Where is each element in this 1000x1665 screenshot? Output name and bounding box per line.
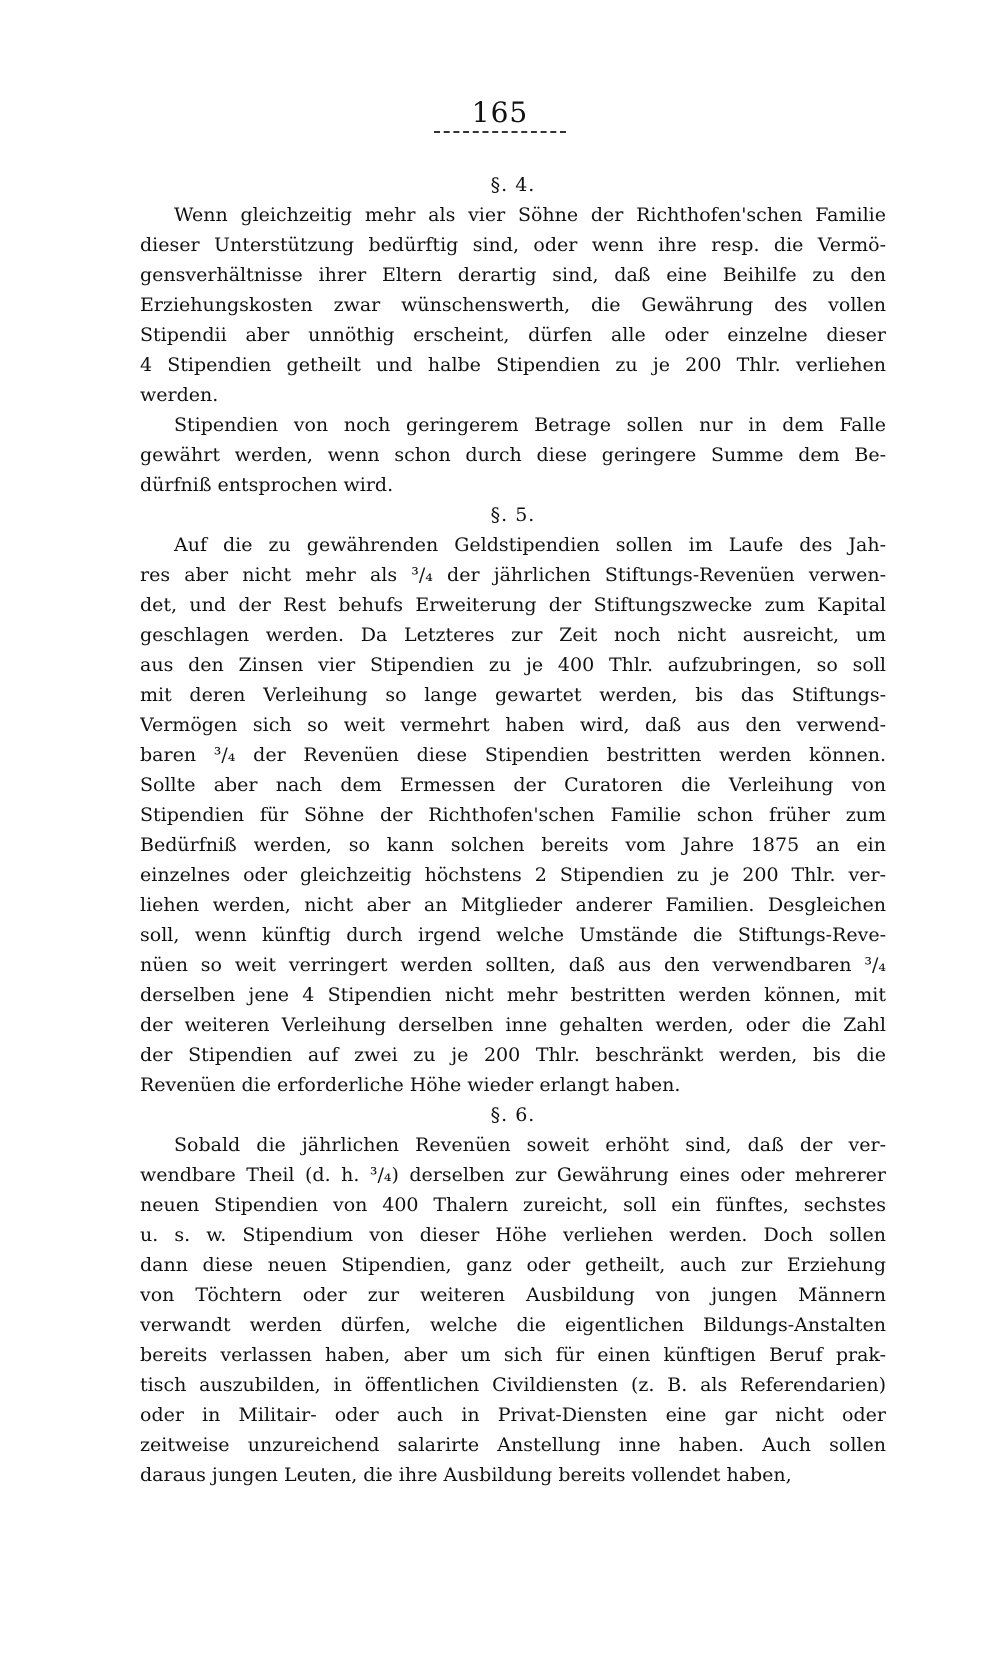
text-line: gensverhältnisse ihrer Eltern derartig sind, daß eine Beihilfe zu den: [140, 264, 886, 286]
text-line: wendbare Theil (d. h. ³/₄) derselben zur Gewährung eines oder mehrerer: [140, 1164, 886, 1186]
text-line: dann diese neuen Stipendien, ganz oder getheilt, auch zur Erziehung: [140, 1254, 886, 1276]
text-line: Sollte aber nach dem Ermessen der Curatoren die Verleihung von: [140, 774, 886, 796]
text-line: der Stipendien auf zwei zu je 200 Thlr. beschränkt werden, bis die: [140, 1044, 886, 1066]
text-line: res aber nicht mehr als ³/₄ der jährlichen Stiftungs-Revenüen verwen-: [140, 564, 886, 586]
page-header: [0, 96, 1000, 133]
text-line: u. s. w. Stipendium von dieser Höhe verliehen werden. Doch sollen: [140, 1224, 886, 1246]
text-line: der weiteren Verleihung derselben inne gehalten werden, oder die Zahl: [140, 1014, 886, 1036]
section: [140, 1100, 886, 1490]
page-number: 165: [471, 96, 529, 129]
text-line: Vermögen sich so weit vermehrt haben wird, daß aus den verwend-: [140, 714, 886, 736]
text-line: det, und der Rest behufs Erweiterung der Stiftungszwecke zum Kapital: [140, 594, 886, 616]
text-line: werden.: [140, 384, 219, 406]
text-line: nüen so weit verringert werden sollten, daß aus den verwendbaren ³/₄: [140, 954, 886, 976]
section-heading: §. 6.: [490, 1104, 536, 1126]
text-line: gewährt werden, wenn schon durch diese geringere Summe dem Be-: [140, 444, 886, 466]
text-line: daraus jungen Leuten, die ihre Ausbildung bereits vollendet haben,: [140, 1464, 792, 1486]
text-line: dieser Unterstützung bedürftig sind, oder wenn ihre resp. die Vermö-: [140, 234, 886, 256]
text-line: Erziehungskosten zwar wünschenswerth, die Gewährung des vollen: [140, 294, 886, 316]
text-line: oder in Militair- oder auch in Privat-Diensten eine gar nicht oder: [140, 1404, 886, 1426]
paragraph: [140, 200, 886, 410]
section: [140, 500, 886, 1100]
text-line: aus den Zinsen vier Stipendien zu je 400 Thlr. aufzubringen, so soll: [140, 654, 886, 676]
text-line: von Töchtern oder zur weiteren Ausbildung von jungen Männern: [140, 1284, 886, 1306]
text-line: dürfniß entsprochen wird.: [140, 474, 394, 496]
section: [140, 170, 886, 500]
text-line: liehen werden, nicht aber an Mitglieder anderer Familien. Desgleichen: [140, 894, 886, 916]
text-line: Auf die zu gewährenden Geldstipendien sollen im Laufe des Jah-: [174, 534, 886, 556]
paragraph: [140, 410, 886, 500]
text-line: Wenn gleichzeitig mehr als vier Söhne der Richthofen'schen Familie: [174, 204, 886, 226]
text-line: verwandt werden dürfen, welche die eigentlichen Bildungs-Anstalten: [140, 1314, 886, 1336]
paragraph: [140, 530, 886, 1100]
text-line: mit deren Verleihung so lange gewartet werden, bis das Stiftungs-: [140, 684, 886, 706]
page-body: [140, 170, 886, 1490]
text-line: Revenüen die erforderliche Höhe wieder erlangt haben.: [140, 1074, 681, 1096]
text-line: tisch auszubilden, in öffentlichen Civildiensten (z. B. als Referendarien): [140, 1374, 886, 1396]
section-heading: §. 4.: [490, 174, 536, 196]
text-line: Stipendii aber unnöthig erscheint, dürfen alle oder einzelne dieser: [140, 324, 886, 346]
paragraph: [140, 1130, 886, 1490]
text-line: neuen Stipendien von 400 Thalern zureicht, soll ein fünftes, sechstes: [140, 1194, 886, 1216]
text-line: bereits verlassen haben, aber um sich für einen künftigen Beruf prak-: [140, 1344, 886, 1366]
text-line: derselben jene 4 Stipendien nicht mehr bestritten werden können, mit: [140, 984, 886, 1006]
text-line: Stipendien von noch geringerem Betrage sollen nur in dem Falle: [174, 414, 886, 436]
text-line: Bedürfniß werden, so kann solchen bereits vom Jahre 1875 an ein: [140, 834, 886, 856]
header-rule: [434, 131, 566, 133]
text-line: Sobald die jährlichen Revenüen soweit erhöht sind, daß der ver-: [174, 1134, 886, 1156]
text-line: einzelnes oder gleichzeitig höchstens 2 Stipendien zu je 200 Thlr. ver-: [140, 864, 886, 886]
section-heading: §. 5.: [490, 504, 536, 526]
text-line: baren ³/₄ der Revenüen diese Stipendien bestritten werden können.: [140, 744, 886, 766]
text-line: 4 Stipendien getheilt und halbe Stipendien zu je 200 Thlr. verliehen: [140, 354, 886, 376]
text-line: geschlagen werden. Da Letzteres zur Zeit noch nicht ausreicht, um: [140, 624, 886, 646]
text-line: Stipendien für Söhne der Richthofen'schen Familie schon früher zum: [140, 804, 886, 826]
text-line: soll, wenn künftig durch irgend welche Umstände die Stiftungs-Reve-: [140, 924, 886, 946]
text-line: zeitweise unzureichend salarirte Anstellung inne haben. Auch sollen: [140, 1434, 886, 1456]
